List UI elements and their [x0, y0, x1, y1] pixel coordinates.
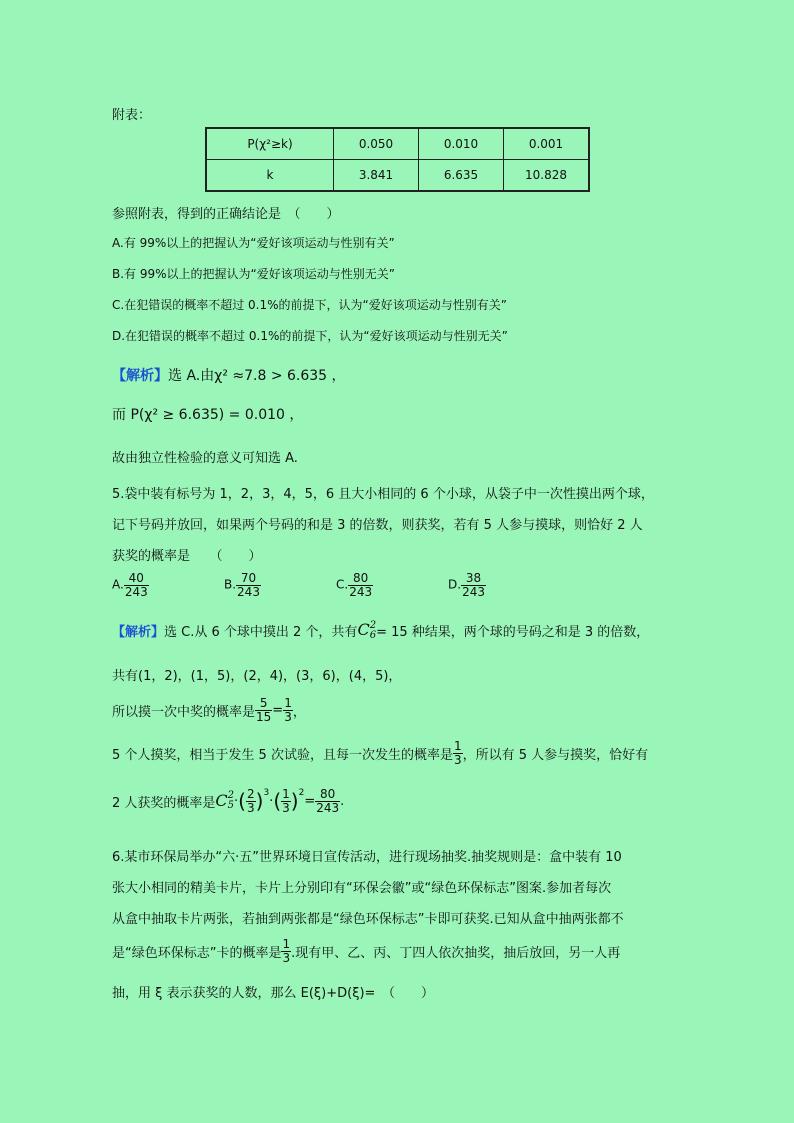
- option-a: [112, 572, 149, 598]
- option-d: D.在犯错误的概率不超过 0.1%的前提下，认为“爱好该项运动与性别无关”: [112, 329, 508, 343]
- option-label: A.: [112, 577, 124, 592]
- table-cell: 6.635: [419, 160, 504, 192]
- equals-sign: =: [272, 702, 284, 718]
- option-b: B.有 99%以上的把握认为“爱好该项运动与性别无关”: [112, 267, 395, 281]
- analysis-text: ，所以有 5 人参与摸奖，恰好有: [462, 747, 649, 763]
- option-b: [224, 572, 261, 598]
- option-label: D.: [448, 577, 462, 592]
- option-label: C.: [336, 577, 349, 592]
- fraction: $\frac{1}{3}$: [282, 787, 290, 815]
- table-cell: 10.828: [504, 160, 590, 192]
- question-line: 5.袋中装有标号为 1，2，3，4，5，6 且大小相同的 6 个小球，从袋子中一次性摸出两个球，: [112, 487, 654, 502]
- analysis-line: [112, 620, 649, 641]
- analysis-line: 故由独立性检验的意义可知选 A.: [112, 451, 298, 466]
- combination: C 2 6: [357, 619, 377, 641]
- fraction: $\frac{80}{243}$: [349, 571, 373, 599]
- appendix-label: 附表：: [112, 108, 152, 123]
- analysis-line: 共有(1，2)，(1，5)，(2，4)，(3，6)，(4，5)，: [112, 669, 402, 684]
- table-cell: 0.001: [504, 128, 590, 160]
- option-label: B.: [224, 577, 237, 592]
- table-row: [206, 128, 589, 160]
- table-cell: 3.841: [334, 160, 419, 192]
- analysis-line: [112, 365, 346, 385]
- fraction: $\frac{40}{243}$: [124, 571, 148, 599]
- analysis-text: 5 个人摸奖，相当于发生 5 次试验，且每一次发生的概率是: [112, 747, 453, 763]
- table-cell: 0.050: [334, 128, 419, 160]
- fraction: $\frac{70}{243}$: [237, 571, 260, 599]
- analysis-text: = 15 种结果，两个球的号码之和是 3 的倍数，: [376, 624, 650, 640]
- question-line: 记下号码并放回，如果两个号码的和是 3 的倍数，则获奖，若有 5 人参与摸球，则恰好 2 人: [112, 518, 643, 533]
- analysis-text: 所以摸一次中奖的概率是: [112, 704, 256, 720]
- question-line: 是“绿色环保标志”卡的概率是 $\frac{1}{3}$ .现有甲、乙、丙、丁四人依次抽奖，抽后放回，另一人再: [112, 937, 621, 965]
- fraction: $\frac{1}{3}$: [282, 937, 291, 965]
- option-d: [448, 572, 486, 598]
- analysis-line: 而 P(χ² ≥ 6.635) = 0.010 ，: [112, 407, 304, 423]
- question-line: 张大小相同的精美卡片，卡片上分别印有“环保会徽”或“绿色环保标志”图案.参加者每次: [112, 881, 612, 896]
- fraction: $\frac{2}{3}$: [246, 787, 255, 815]
- analysis-line: [112, 740, 648, 766]
- question-line: 抽，用 ξ 表示获奖的人数，那么 E(ξ)+D(ξ)= （ ）: [112, 986, 434, 1001]
- analysis-text: 选 C.从 6 个球中摸出 2 个，共有: [164, 624, 358, 640]
- analysis-text: 2 人获奖的概率是: [112, 795, 216, 811]
- question-stem: 参照附表，得到的正确结论是 （ ）: [112, 207, 340, 222]
- table-cell: k: [206, 160, 334, 192]
- fraction: $\frac{5}{15}$: [256, 696, 272, 724]
- question-line: 从盒中抽取卡片两张，若抽到两张都是“绿色环保标志”卡即可获奖.已知从盒中抽两张都不: [112, 912, 624, 927]
- table-cell: P(χ²≥k): [206, 128, 334, 160]
- fraction: $\frac{1}{3}$: [284, 696, 292, 724]
- combination: C 2 5: [215, 790, 235, 812]
- question-line: 6.某市环保局举办“六·五”世界环境日宣传活动，进行现场抽奖.抽奖规则是：盒中装有 10: [112, 850, 622, 865]
- analysis-tag: 【解析】: [112, 624, 165, 640]
- analysis-line: 2 人获奖的概率是 C 2 5 · ( $\frac{2}{3}$ ) $^3$ · ( $\frac{1}{3}$ ) $^2$ = $\frac{80}{243}$ .: [112, 787, 345, 815]
- fraction: $\frac{1}{3}$: [453, 739, 462, 767]
- option-c: [336, 572, 373, 598]
- analysis-text: 选 A.由χ² ≈7.8 > 6.635 ，: [168, 368, 346, 384]
- analysis-tag: 【解析】: [112, 368, 168, 384]
- analysis-line: 所以摸一次中奖的概率是 $\frac{5}{15}$ = $\frac{1}{3}$ ，: [112, 696, 306, 724]
- reference-table: [205, 127, 590, 192]
- option-a: A.有 99%以上的把握认为“爱好该项运动与性别有关”: [112, 236, 395, 250]
- table-cell: 0.010: [419, 128, 504, 160]
- question-line: 获奖的概率是 （ ）: [112, 549, 262, 564]
- table-row: [206, 160, 589, 192]
- fraction: $\frac{38}{243}$: [462, 571, 485, 599]
- fraction: $\frac{80}{243}$: [316, 787, 340, 815]
- option-c: C.在犯错误的概率不超过 0.1%的前提下，认为“爱好该项运动与性别有关”: [112, 298, 507, 312]
